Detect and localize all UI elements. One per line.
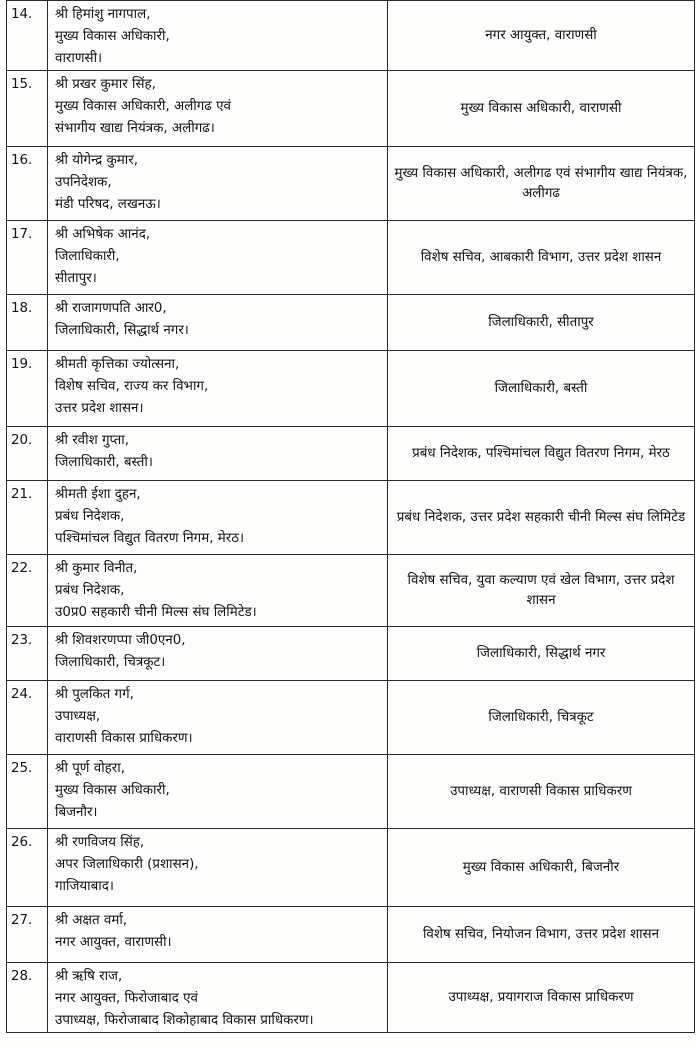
transfer-table-body: [7, 1, 695, 1033]
officer-detail-line: मुख्य विकास अधिकारी, अलीगढ एवं: [55, 99, 231, 114]
officer-detail-line: श्री प्रखर कुमार सिंह,: [55, 77, 156, 92]
new-posting: जिलाधिकारी, सीतापुर: [388, 295, 695, 351]
officer-detail-line: प्रबंध निदेशक,: [55, 583, 125, 598]
table-row: [7, 71, 695, 147]
officer-detail-line: मुख्य विकास अधिकारी,: [55, 29, 170, 44]
officer-current-posting: [48, 481, 388, 555]
new-posting: जिलाधिकारी, बस्ती: [388, 351, 695, 427]
officer-current-posting: [48, 963, 388, 1033]
officer-detail-line: श्री रणविजय सिंह,: [55, 835, 145, 850]
table-row: [7, 829, 695, 907]
officer-detail-line: बिजनौर।: [55, 805, 98, 820]
officer-detail-line: उपाध्यक्ष,: [55, 709, 101, 724]
serial-number: 26.: [7, 829, 48, 907]
new-posting: प्रबंध निदेशक, उत्तर प्रदेश सहकारी चीनी मिल्स संघ लिमिटेड: [388, 481, 695, 555]
officer-current-posting: [48, 295, 388, 351]
officer-current-posting: [48, 221, 388, 295]
new-posting: उपाध्यक्ष, वाराणसी विकास प्राधिकरण: [388, 755, 695, 829]
serial-number: 18.: [7, 295, 48, 351]
officer-detail-line: श्री पुलकित गर्ग,: [55, 687, 134, 702]
new-posting: मुख्य विकास अधिकारी, बिजनौर: [388, 829, 695, 907]
table-row: [7, 481, 695, 555]
serial-number: 17.: [7, 221, 48, 295]
table-row: [7, 907, 695, 963]
officer-detail-line: सीतापुर।: [55, 271, 97, 286]
serial-number: 24.: [7, 681, 48, 755]
serial-number: 15.: [7, 71, 48, 147]
officer-detail-line: जिलाधिकारी, चित्रकूट।: [55, 655, 166, 670]
officer-detail-line: मुख्य विकास अधिकारी,: [55, 783, 170, 798]
serial-number: 20.: [7, 427, 48, 481]
new-posting: मुख्य विकास अधिकारी, अलीगढ एवं संभागीय खाद्य नियंत्रक, अलीगढ: [388, 147, 695, 221]
officer-current-posting: [48, 71, 388, 147]
officer-detail-line: गाजियाबाद।: [55, 879, 114, 894]
officer-detail-line: श्री शिवशरणप्पा जी0एन0,: [55, 633, 186, 648]
officer-current-posting: [48, 555, 388, 627]
new-posting: जिलाधिकारी, सिद्धार्थ नगर: [388, 627, 695, 681]
table-row: [7, 681, 695, 755]
officer-current-posting: [48, 147, 388, 221]
officer-current-posting: [48, 1, 388, 71]
serial-number: 27.: [7, 907, 48, 963]
table-row: [7, 555, 695, 627]
table-row: [7, 1, 695, 71]
officer-current-posting: [48, 755, 388, 829]
officer-detail-line: उपाध्यक्ष, फिरोजाबाद शिकोहाबाद विकास प्राधिकरण।: [55, 1013, 314, 1028]
table-row: [7, 627, 695, 681]
table-row: [7, 295, 695, 351]
officer-detail-line: जिलाधिकारी, सिद्धार्थ नगर।: [55, 323, 189, 338]
officer-detail-line: विशेष सचिव, राज्य कर विभाग,: [55, 379, 209, 394]
serial-number: 16.: [7, 147, 48, 221]
officer-detail-line: अपर जिलाधिकारी (प्रशासन),: [55, 857, 199, 872]
officer-current-posting: [48, 427, 388, 481]
officer-detail-line: श्रीमती कृत्तिका ज्योत्सना,: [55, 357, 180, 372]
officer-detail-line: प्रबंध निदेशक,: [55, 509, 125, 524]
new-posting: जिलाधिकारी, चित्रकूट: [388, 681, 695, 755]
officer-current-posting: [48, 627, 388, 681]
officer-detail-line: नगर आयुक्त, वाराणसी।: [55, 935, 172, 950]
officer-detail-line: संभागीय खाद्य नियंत्रक, अलीगढ।: [55, 121, 215, 136]
officer-detail-line: मंडी परिषद, लखनऊ।: [55, 197, 161, 212]
table-row: [7, 351, 695, 427]
officer-detail-line: श्री रवीश गुप्ता,: [55, 433, 129, 448]
serial-number: 23.: [7, 627, 48, 681]
officer-detail-line: जिलाधिकारी, बस्ती।: [55, 455, 153, 470]
transfer-table: [6, 0, 695, 1033]
new-posting: विशेष सचिव, आबकारी विभाग, उत्तर प्रदेश शासन: [388, 221, 695, 295]
new-posting: उपाध्यक्ष, प्रयागराज विकास प्राधिकरण: [388, 963, 695, 1033]
officer-detail-line: उ0प्र0 सहकारी चीनी मिल्स संघ लिमिटेड।: [55, 605, 257, 620]
officer-detail-line: श्री राजागणपति आर0,: [55, 301, 167, 316]
officer-current-posting: [48, 681, 388, 755]
new-posting: मुख्य विकास अधिकारी, वाराणसी: [388, 71, 695, 147]
table-row: [7, 963, 695, 1033]
serial-number: 28.: [7, 963, 48, 1033]
officer-current-posting: [48, 351, 388, 427]
officer-detail-line: वाराणसी विकास प्राधिकरण।: [55, 731, 193, 746]
officer-current-posting: [48, 829, 388, 907]
officer-detail-line: श्री कुमार विनीत,: [55, 561, 138, 576]
officer-detail-line: श्री पूर्ण वोहरा,: [55, 761, 125, 776]
table-row: [7, 221, 695, 295]
table-row: [7, 147, 695, 221]
officer-detail-line: श्री अक्षत वर्मा,: [55, 913, 128, 928]
officer-detail-line: श्रीमती ईशा दुहन,: [55, 487, 141, 502]
officer-detail-line: वाराणसी।: [55, 51, 103, 66]
officer-detail-line: पश्चिमांचल विद्युत वितरण निगम, मेरठ।: [55, 531, 245, 546]
serial-number: 22.: [7, 555, 48, 627]
table-row: [7, 427, 695, 481]
officer-detail-line: श्री अभिषेक आनंद,: [55, 227, 151, 242]
officer-detail-line: जिलाधिकारी,: [55, 249, 120, 264]
officer-detail-line: श्री ऋषि राज,: [55, 969, 123, 984]
new-posting: प्रबंध निदेशक, पश्चिमांचल विद्युत वितरण निगम, मेरठ: [388, 427, 695, 481]
officer-detail-line: नगर आयुक्त, फिरोजाबाद एवं: [55, 991, 198, 1006]
serial-number: 19.: [7, 351, 48, 427]
serial-number: 21.: [7, 481, 48, 555]
new-posting: विशेष सचिव, नियोजन विभाग, उत्तर प्रदेश शासन: [388, 907, 695, 963]
serial-number: 14.: [7, 1, 48, 71]
officer-detail-line: उत्तर प्रदेश शासन।: [55, 401, 144, 416]
officer-current-posting: [48, 907, 388, 963]
table-row: [7, 755, 695, 829]
new-posting: विशेष सचिव, युवा कल्याण एवं खेल विभाग, उत्तर प्रदेश शासन: [388, 555, 695, 627]
officer-detail-line: उपनिदेशक,: [55, 175, 112, 190]
officer-detail-line: श्री हिमांशु नागपाल,: [55, 7, 151, 22]
serial-number: 25.: [7, 755, 48, 829]
officer-detail-line: श्री योगेन्द्र कुमार,: [55, 153, 138, 168]
new-posting: नगर आयुक्त, वाराणसी: [388, 1, 695, 71]
